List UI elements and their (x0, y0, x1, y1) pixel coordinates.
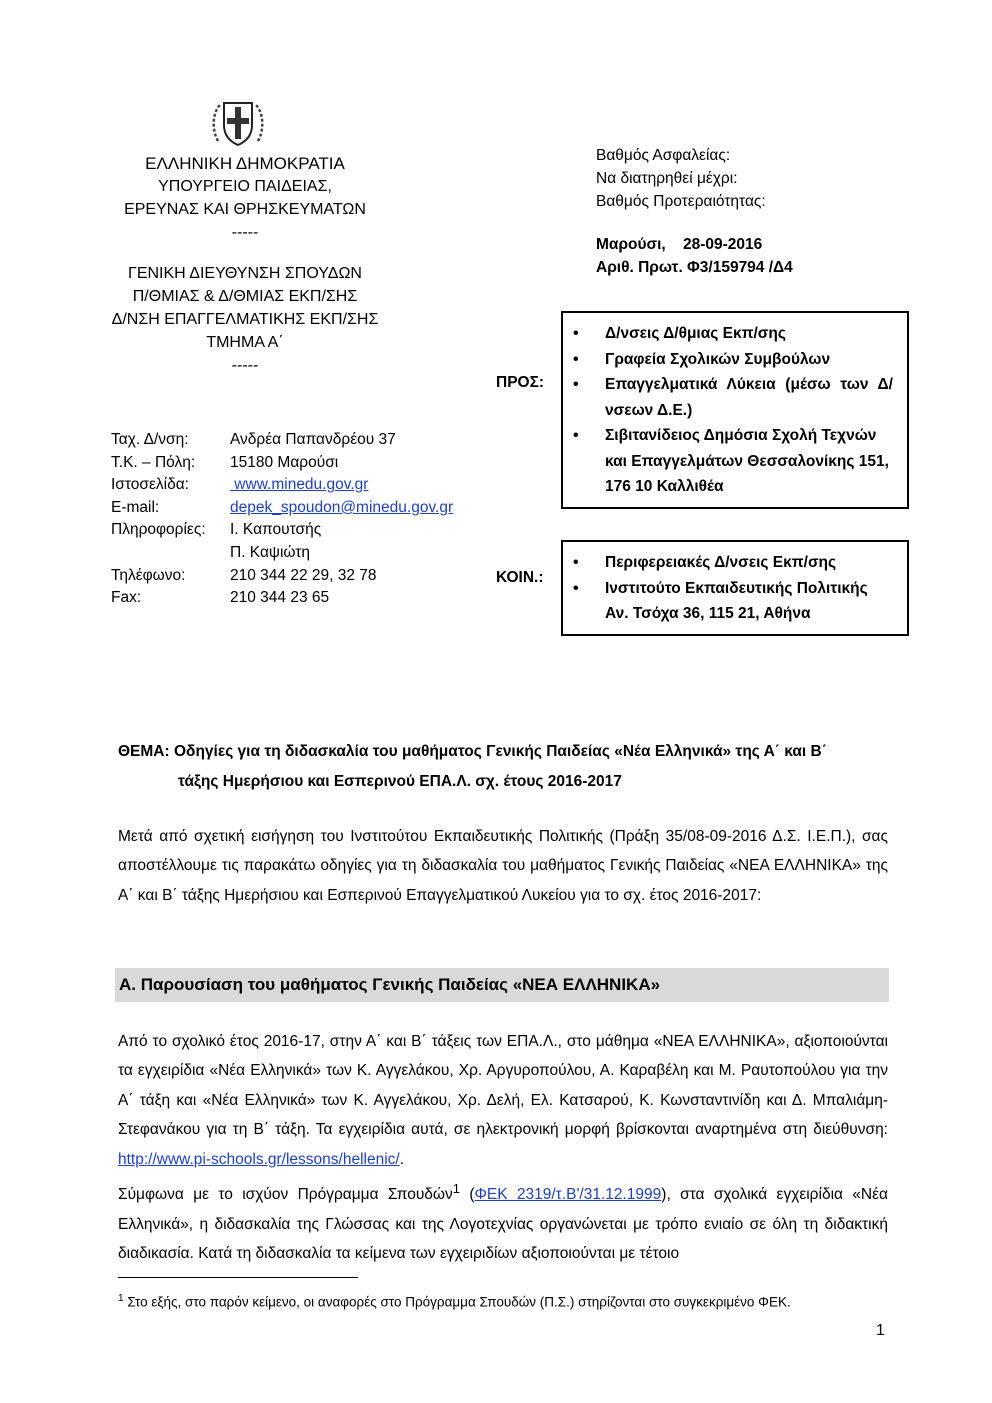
directorate-header (100, 262, 390, 377)
greek-coat-of-arms-icon (210, 97, 266, 149)
security-level: Βαθμός Ασφαλείας: (596, 147, 731, 164)
ministry-header (100, 152, 390, 244)
list-item: • Επαγγελματικά Λύκεια (μέσω των Δ/νσεων Δ.Ε.) (569, 372, 893, 423)
contact-row: Fax: 210 344 23 65 (111, 589, 330, 607)
list-item: • Ινστιτούτο Εκπαιδευτικής Πολιτικής Αν. Τσόχα 36, 115 21, Αθήνα (569, 576, 893, 627)
contact-row: Ιστοσελίδα: www.minedu.gov.gr (111, 474, 453, 497)
classification-block (596, 144, 766, 213)
directorate-line1: ΓΕΝΙΚΗ ΔΙΕΥΘΥΝΣΗ ΣΠΟΥΔΩΝ (128, 265, 362, 282)
subject (118, 737, 898, 797)
page-number: 1 (876, 1322, 885, 1339)
list-item: • Σιβιτανίδειος Δημόσια Σχολή Τεχνών και Επαγγελμάτων Θεσσαλονίκης 151, 176 10 Καλλιθέα (569, 423, 893, 500)
republic-name: ΕΛΛΗΝΙΚΗ ΔΗΜΟΚΡΑΤΙΑ (145, 154, 345, 173)
website-link[interactable]: www.minedu.gov.gr (230, 476, 369, 494)
department: ΤΜΗΜΑ Α΄ (206, 334, 284, 351)
cc-label: ΚΟΙΝ.: (496, 569, 544, 586)
date-line: Μαρούσι, 28-09-2016 (596, 236, 763, 253)
subject-line1: ΘΕΜΑ: Οδηγίες για τη διδασκαλία του μαθήματος Γενικής Παιδείας «Νέα Ελληνικά» της Α΄ και Β΄ (118, 743, 827, 760)
intro-paragraph: Μετά από σχετική εισήγηση του Ινστιτούτου Εκπαιδευτικής Πολιτικής (Πράξη 35/08-09-2016 Δ.Σ. Ι.Ε.Π.), σας αποστέλλουμε τις παρακάτω οδηγίες για τη διδασκαλία του μαθήματος Γενικής Παιδείας «ΝΕΑ ΕΛΛΗΝΙΚΑ» της Α΄ και Β΄ τάξης Ημερήσιου και Εσπερινού Επαγγελματικού Λυκείου για το σχ. έτος 2016-2017: (118, 828, 888, 904)
contact-row: Τηλέφωνο: 210 344 22 29, 32 78 (111, 566, 377, 584)
contact-row: Πληροφορίες: Ι. Καπουτσής (111, 521, 322, 539)
body-paragraph-1: Από το σχολικό έτος 2016-17, στην Α΄ και Β΄ τάξεις των ΕΠΑ.Λ., στο μάθημα «ΝΕΑ ΕΛΛΗΝΙΚΑ», αξιοποιούνται τα εγχειρίδια «Νέα Ελληνικά» των Κ. Αγγελάκου, Χρ. Αργυροπούλου, Α. Καραβέλη και Μ. Ραυτοπούλου για την Α΄ τάξη και «Νέα Ελληνικά» των Κ. Αγγελάκου, Χρ. Δελή, Ελ. Κατσαρού, Κ. Κωνσταντινίδη και Δ. Μπαλιάμη-Στεφανάκου για τη Β΄ τάξη. Τα εγχειρίδια αυτά, σε ηλεκτρονική μορφή βρίσκονται αναρτημένα στη διεύθυνση: http://www.pi-schools.gr/lessons/hellenic/. (118, 1033, 888, 1168)
list-item: • Δ/νσεις Δ/θμιας Εκπ/σης (569, 321, 893, 347)
list-item: • Περιφερειακές Δ/νσεις Εκπ/σης (569, 550, 893, 576)
fek-link[interactable]: ΦΕΚ 2319/τ.Β'/31.12.1999 (474, 1186, 662, 1204)
cc-box (561, 540, 909, 636)
priority-level: Βαθμός Προτεραιότητας: (596, 193, 766, 210)
email-link[interactable]: depek_spoudon@minedu.gov.gr (230, 498, 454, 516)
ministry-name-line1: ΥΠΟΥΡΓΕΙΟ ΠΑΙΔΕΙΑΣ, (158, 178, 332, 195)
directorate-line2: Π/ΘΜΙΑΣ & Δ/ΘΜΙΑΣ ΕΚΠ/ΣΗΣ (132, 288, 358, 305)
contact-details (111, 429, 453, 610)
subject-label: ΘΕΜΑ: (118, 743, 170, 760)
ministry-name-line2: ΕΡΕΥΝΑΣ ΚΑΙ ΘΡΗΣΚΕΥΜΑΤΩΝ (124, 201, 366, 218)
separator: ----- (231, 357, 259, 374)
contact-row: Ταχ. Δ/νση: Ανδρέα Παπανδρέου 37 (111, 431, 396, 448)
footnote: $^1$ Στο εξής, στο παρόν κείμενο, οι αναφορές στο Πρόγραμμα Σπουδών (Π.Σ.) στηρίζονται στο συγκεκριμένο ΦΕΚ. (118, 1293, 791, 1310)
protocol-number: Αριθ. Πρωτ. Φ3/159794 /Δ4 (596, 259, 793, 276)
subject-line2: τάξης Ημερήσιου και Εσπερινού ΕΠΑ.Λ. σχ. έτους 2016-2017 (178, 773, 622, 790)
footnote-divider (118, 1277, 358, 1278)
footnote-ref: 1 (452, 1181, 460, 1196)
contact-row: E-mail: depek_spoudon@minedu.gov.gr (111, 497, 453, 520)
list-item: • Γραφεία Σχολικών Συμβούλων (569, 347, 893, 373)
recipients-box (561, 311, 909, 509)
directorate-line3: Δ/ΝΣΗ ΕΠΑΓΓΕΛΜΑΤΙΚΗΣ ΕΚΠ/ΣΗΣ (111, 311, 379, 328)
contact-row: Π. Καψιώτη (230, 543, 311, 561)
body-paragraph-2: Σύμφωνα με το ισχύον Πρόγραμμα Σπουδών$^1$ (ΦΕΚ 2319/τ.Β'/31.12.1999), στα σχολικά εγχειρίδια «Νέα Ελληνικά», η διδασκαλία της Γλώσσας και της Λογοτεχνίας οργανώνεται με τρόπο ενιαίο σε όλη τη διδακτική διαδικασία. Κατά τη διδασκαλία τα κείμενα των εγχειριδίων αξιοποιούνται με τέτοιο (118, 1181, 888, 1262)
recipients-label: ΠΡΟΣ: (496, 374, 545, 391)
textbooks-link[interactable]: http://www.pi-schools.gr/lessons/hellenic/ (118, 1150, 400, 1168)
separator: ----- (231, 224, 259, 241)
section-heading: Α. Παρουσίαση του μαθήματος Γενικής Παιδείας «ΝΕΑ ΕΛΛΗΝΙΚΑ» (115, 968, 889, 1002)
contact-row: Τ.Κ. – Πόλη: 15180 Μαρούσι (111, 453, 339, 471)
date-protocol-block (596, 233, 793, 279)
keep-until: Να διατηρηθεί μέχρι: (596, 170, 738, 187)
